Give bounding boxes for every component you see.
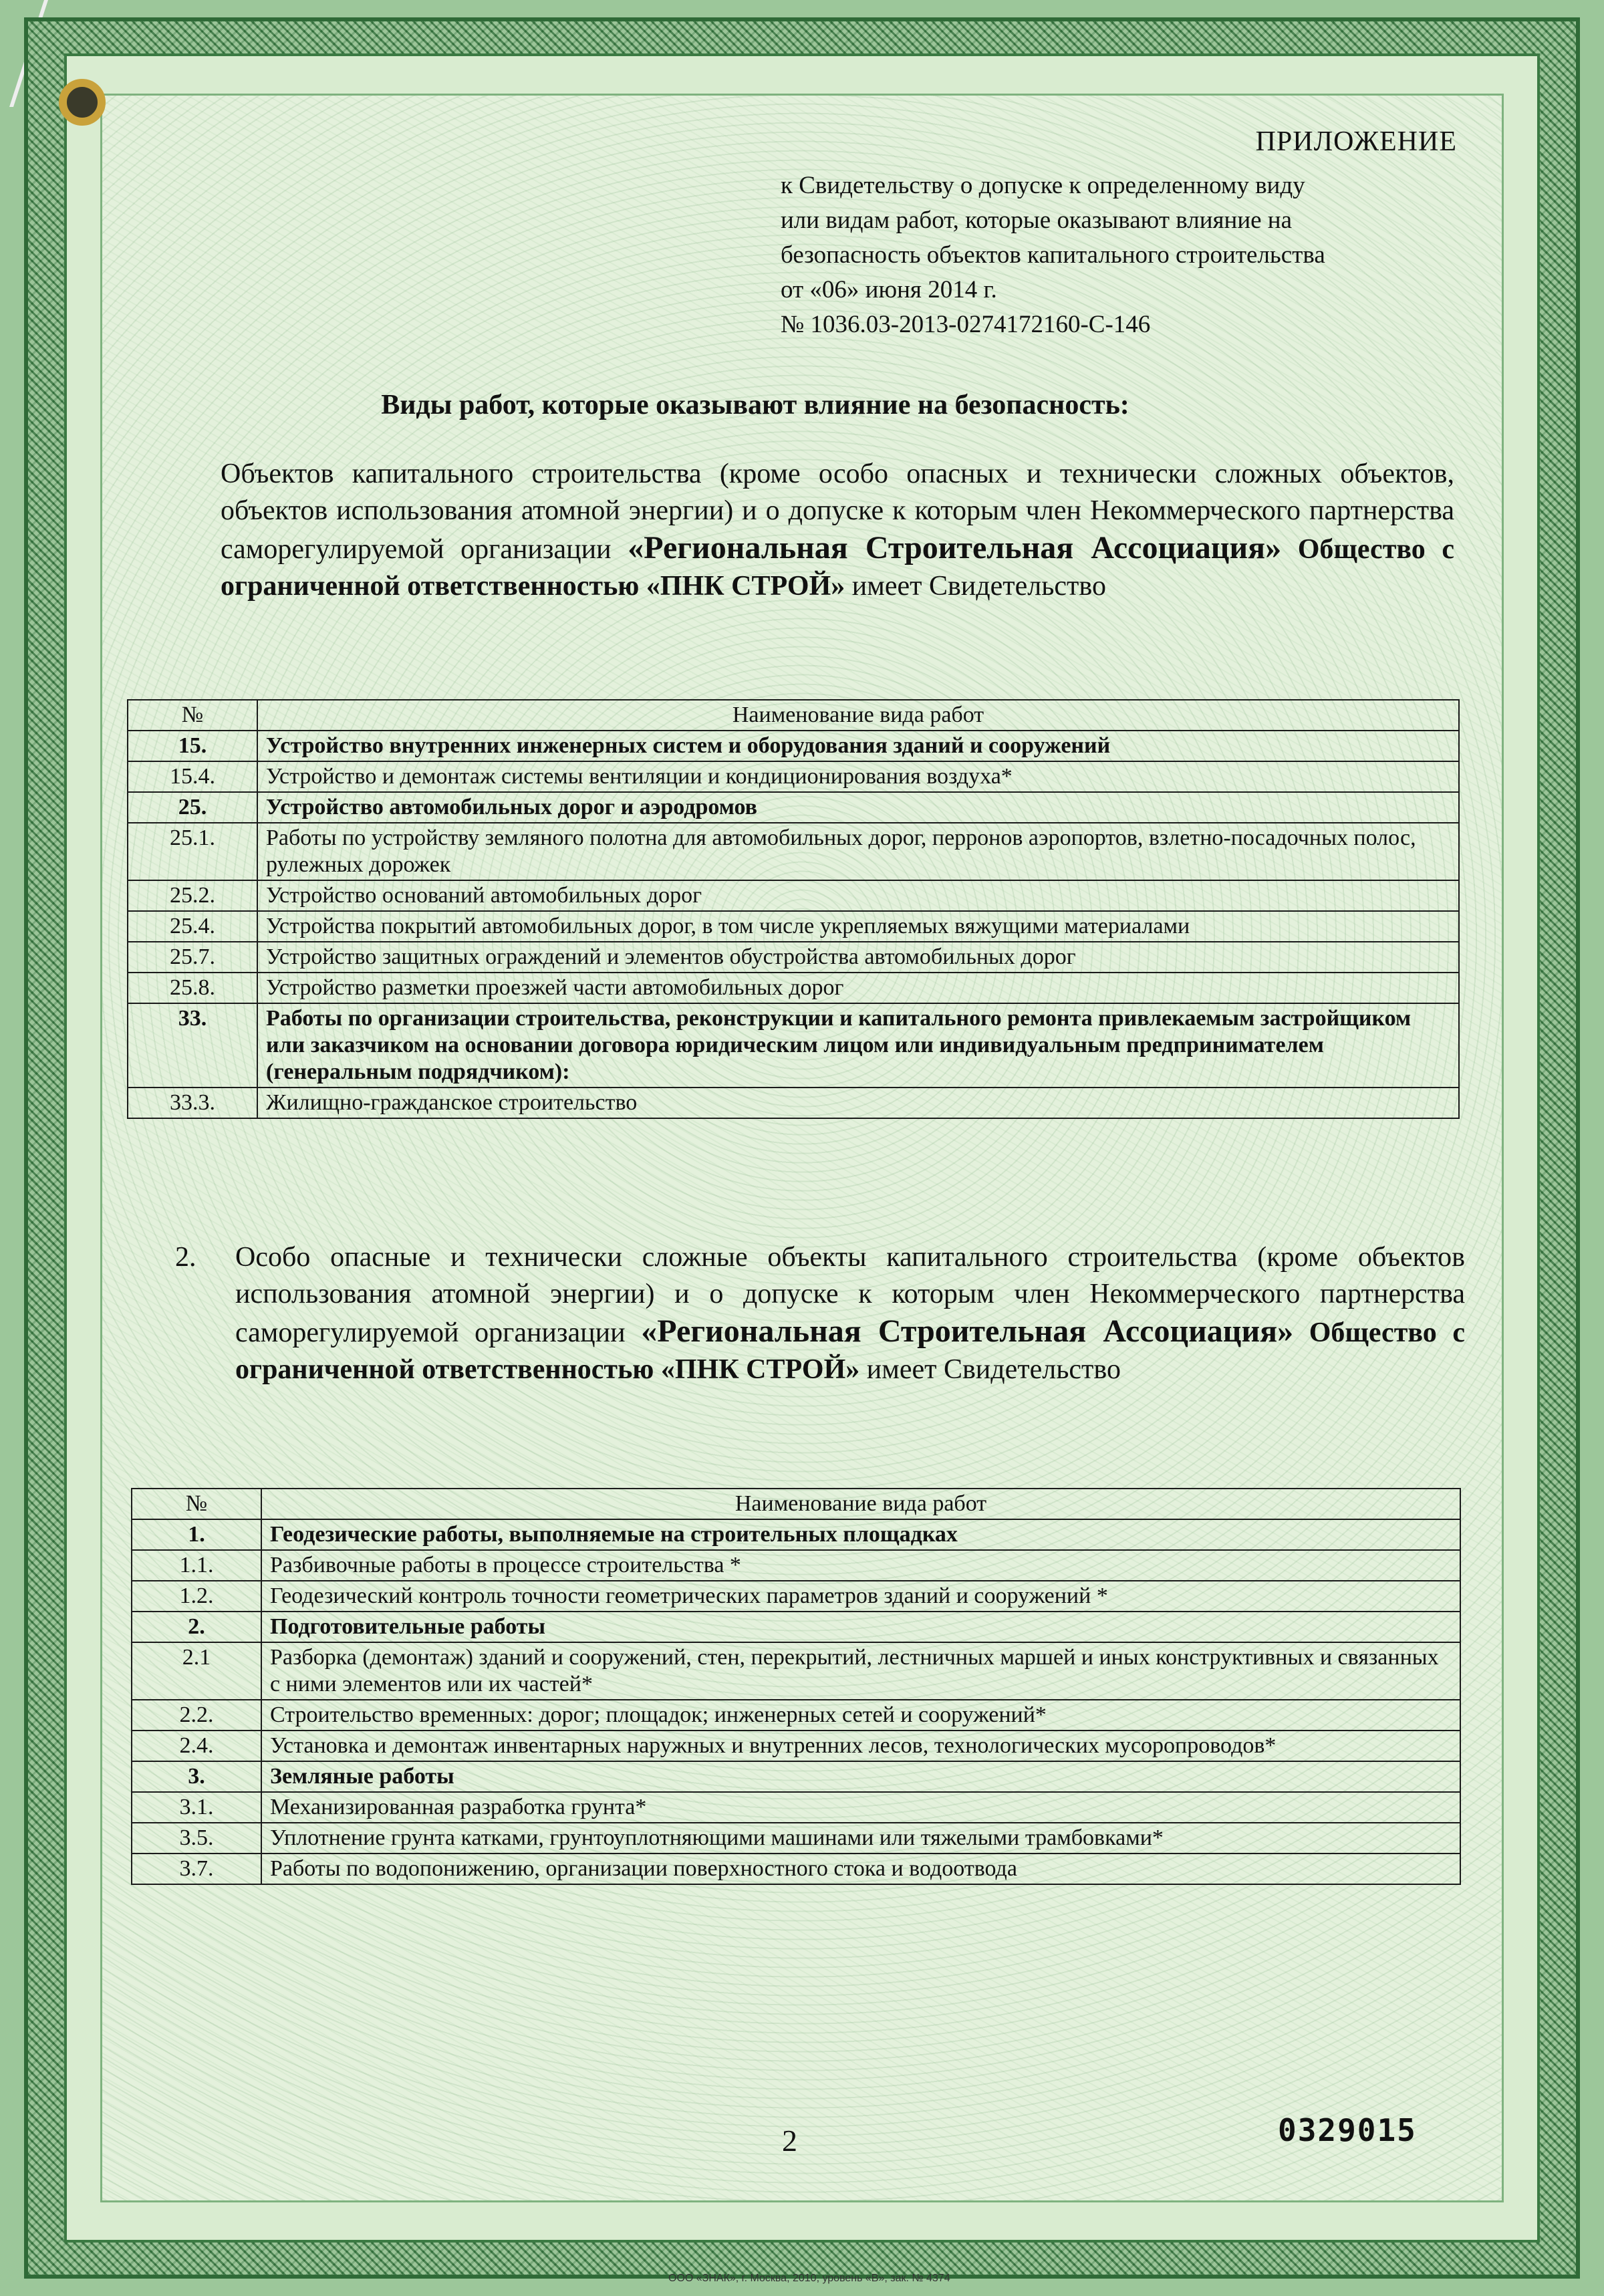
table-row <box>132 1792 1460 1823</box>
table-row <box>132 1642 1460 1700</box>
table-row <box>128 731 1459 761</box>
section1-org-name: «Региональная Строительная Ассоциация» <box>628 530 1282 565</box>
table-row <box>132 1581 1460 1612</box>
works-table-2-body <box>132 1519 1460 1884</box>
work-name: Устройство внутренних инженерных систем и оборудования зданий и сооружений <box>257 731 1459 761</box>
table-row <box>128 1003 1459 1088</box>
work-name: Механизированная разработка грунта* <box>261 1792 1460 1823</box>
table-row <box>128 1088 1459 1118</box>
section2-body <box>235 1239 1465 1388</box>
table-row <box>132 1700 1460 1731</box>
work-name: Разборка (демонтаж) зданий и сооружений, стен, перекрытий, лестничных маршей и иных конструктивных и связанных с ними элементов или их частей* <box>261 1642 1460 1700</box>
work-code: 3.7. <box>132 1854 261 1884</box>
work-code: 1.2. <box>132 1581 261 1612</box>
table-row <box>128 973 1459 1003</box>
work-name: Устройство и демонтаж системы вентиляции и кондиционирования воздуха* <box>257 761 1459 792</box>
work-code: 3.1. <box>132 1792 261 1823</box>
section1-company: Общество с ограниченной ответственностью «ПНК СТРОЙ» <box>221 534 1455 602</box>
table-header-row <box>128 700 1459 731</box>
work-name: Устройство автомобильных дорог и аэродромов <box>257 792 1459 823</box>
work-name: Разбивочные работы в процессе строительства * <box>261 1550 1460 1581</box>
work-code: 15.4. <box>128 761 257 792</box>
section2-number: 2. <box>175 1242 196 1273</box>
table-row <box>128 823 1459 880</box>
work-name: Работы по устройству земляного полотна для автомобильных дорог, перронов аэропортов, взлетно-посадочных полос, рулежных дорожек <box>257 823 1459 880</box>
section1-tail: имеет Свидетельство <box>845 571 1106 602</box>
table-row <box>132 1823 1460 1854</box>
section2-tail: имеет Свидетельство <box>859 1354 1121 1385</box>
work-code: 2. <box>132 1612 261 1642</box>
works-table-2 <box>131 1488 1461 1885</box>
work-code: 33.3. <box>128 1088 257 1118</box>
work-name: Работы по организации строительства, реконструкции и капитального ремонта привлекаемым застройщиком или заказчиком на основании договора юридическим лицом или индивидуальным предпринимателем (генеральным подрядчиком): <box>257 1003 1459 1088</box>
section2-text: Особо опасные и технически сложные объекты капитального строительства (кроме объектов использования атомной энергии) и о допуске к которым член Некоммерческого партнерства саморегулируемой организации <box>235 1242 1465 1348</box>
work-code: 25.1. <box>128 823 257 880</box>
work-name: Устройство защитных ограждений и элементов обустройства автомобильных дорог <box>257 942 1459 973</box>
column-header-name: Наименование вида работ <box>257 700 1459 731</box>
section-heading: Виды работ, которые оказывают влияние на безопасность: <box>381 390 1129 420</box>
work-code: 25.7. <box>128 942 257 973</box>
column-header-number: № <box>132 1489 261 1519</box>
work-name: Строительство временных: дорог; площадок; инженерных сетей и сооружений* <box>261 1700 1460 1731</box>
work-name: Жилищно-гражданское строительство <box>257 1088 1459 1118</box>
table-row <box>132 1761 1460 1792</box>
work-code: 2.2. <box>132 1700 261 1731</box>
section2-company: Общество с ограниченной ответственностью «ПНК СТРОЙ» <box>235 1317 1466 1385</box>
table-row <box>132 1550 1460 1581</box>
work-name: Уплотнение грунта катками, грунтоуплотняющими машинами или тяжелыми трамбовками* <box>261 1823 1460 1854</box>
work-name: Подготовительные работы <box>261 1612 1460 1642</box>
work-name: Устройство оснований автомобильных дорог <box>257 880 1459 911</box>
work-name: Устройства покрытий автомобильных дорог, в том числе укрепляемых вяжущими материалами <box>257 911 1459 942</box>
work-code: 2.4. <box>132 1731 261 1761</box>
work-code: 2.1 <box>132 1642 261 1700</box>
section1-spacer <box>1281 534 1298 565</box>
table-row <box>128 880 1459 911</box>
work-code: 25.8. <box>128 973 257 1003</box>
work-code: 25.4. <box>128 911 257 942</box>
works-table-1 <box>127 699 1460 1119</box>
column-header-number: № <box>128 700 257 731</box>
work-code: 1. <box>132 1519 261 1550</box>
printer-imprint: ООО «ЗНАК», г. Москва, 2010, уровень «В», зак. № 4374 <box>668 2273 950 2284</box>
section2-spacer <box>1293 1317 1309 1348</box>
table-row <box>132 1854 1460 1884</box>
work-name: Установка и демонтаж инвентарных наружных и внутренних лесов, технологических мусоропроводов* <box>261 1731 1460 1761</box>
work-name: Геодезический контроль точности геометрических параметров зданий и сооружений * <box>261 1581 1460 1612</box>
appendix-reference <box>781 168 1476 342</box>
table-header-row <box>132 1489 1460 1519</box>
appendix-title: ПРИЛОЖЕНИЕ <box>1255 126 1457 157</box>
section2-org-name: «Региональная Строительная Ассоциация» <box>641 1313 1294 1349</box>
work-code: 15. <box>128 731 257 761</box>
page-number: 2 <box>782 2124 797 2158</box>
section2-paragraph <box>175 1239 1465 1388</box>
work-name: Земляные работы <box>261 1761 1460 1792</box>
appendix-line: или видам работ, которые оказывают влияние на <box>781 207 1293 234</box>
work-name: Работы по водопонижению, организации поверхностного стока и водоотвода <box>261 1854 1460 1884</box>
work-code: 25.2. <box>128 880 257 911</box>
work-code: 33. <box>128 1003 257 1088</box>
work-code: 25. <box>128 792 257 823</box>
work-code: 1.1. <box>132 1550 261 1581</box>
table-row <box>132 1519 1460 1550</box>
work-name: Геодезические работы, выполняемые на строительных площадках <box>261 1519 1460 1550</box>
table-row <box>128 761 1459 792</box>
work-code: 3. <box>132 1761 261 1792</box>
table-row <box>128 942 1459 973</box>
appendix-line: безопасность объектов капитального строительства <box>781 241 1325 269</box>
table-row <box>128 792 1459 823</box>
table-row <box>128 911 1459 942</box>
work-name: Устройство разметки проезжей части автомобильных дорог <box>257 973 1459 1003</box>
section1-paragraph <box>221 456 1454 605</box>
works-table-1-body <box>128 731 1459 1118</box>
appendix-line: № 1036.03-2013-0274172160-С-146 <box>781 311 1151 338</box>
column-header-name: Наименование вида работ <box>261 1489 1460 1519</box>
appendix-line: от «06» июня 2014 г. <box>781 276 997 303</box>
appendix-line: к Свидетельству о допуске к определенному виду <box>781 172 1305 199</box>
table-row <box>132 1731 1460 1761</box>
serial-number: 0329015 <box>1278 2112 1417 2148</box>
section1-text: Объектов капитального строительства (кроме особо опасных и технически сложных объектов, объектов использования атомной энергии) и о допуске к которым член Некоммерческого партнерства саморегулируемой организации <box>221 459 1454 565</box>
work-code: 3.5. <box>132 1823 261 1854</box>
table-row <box>132 1612 1460 1642</box>
